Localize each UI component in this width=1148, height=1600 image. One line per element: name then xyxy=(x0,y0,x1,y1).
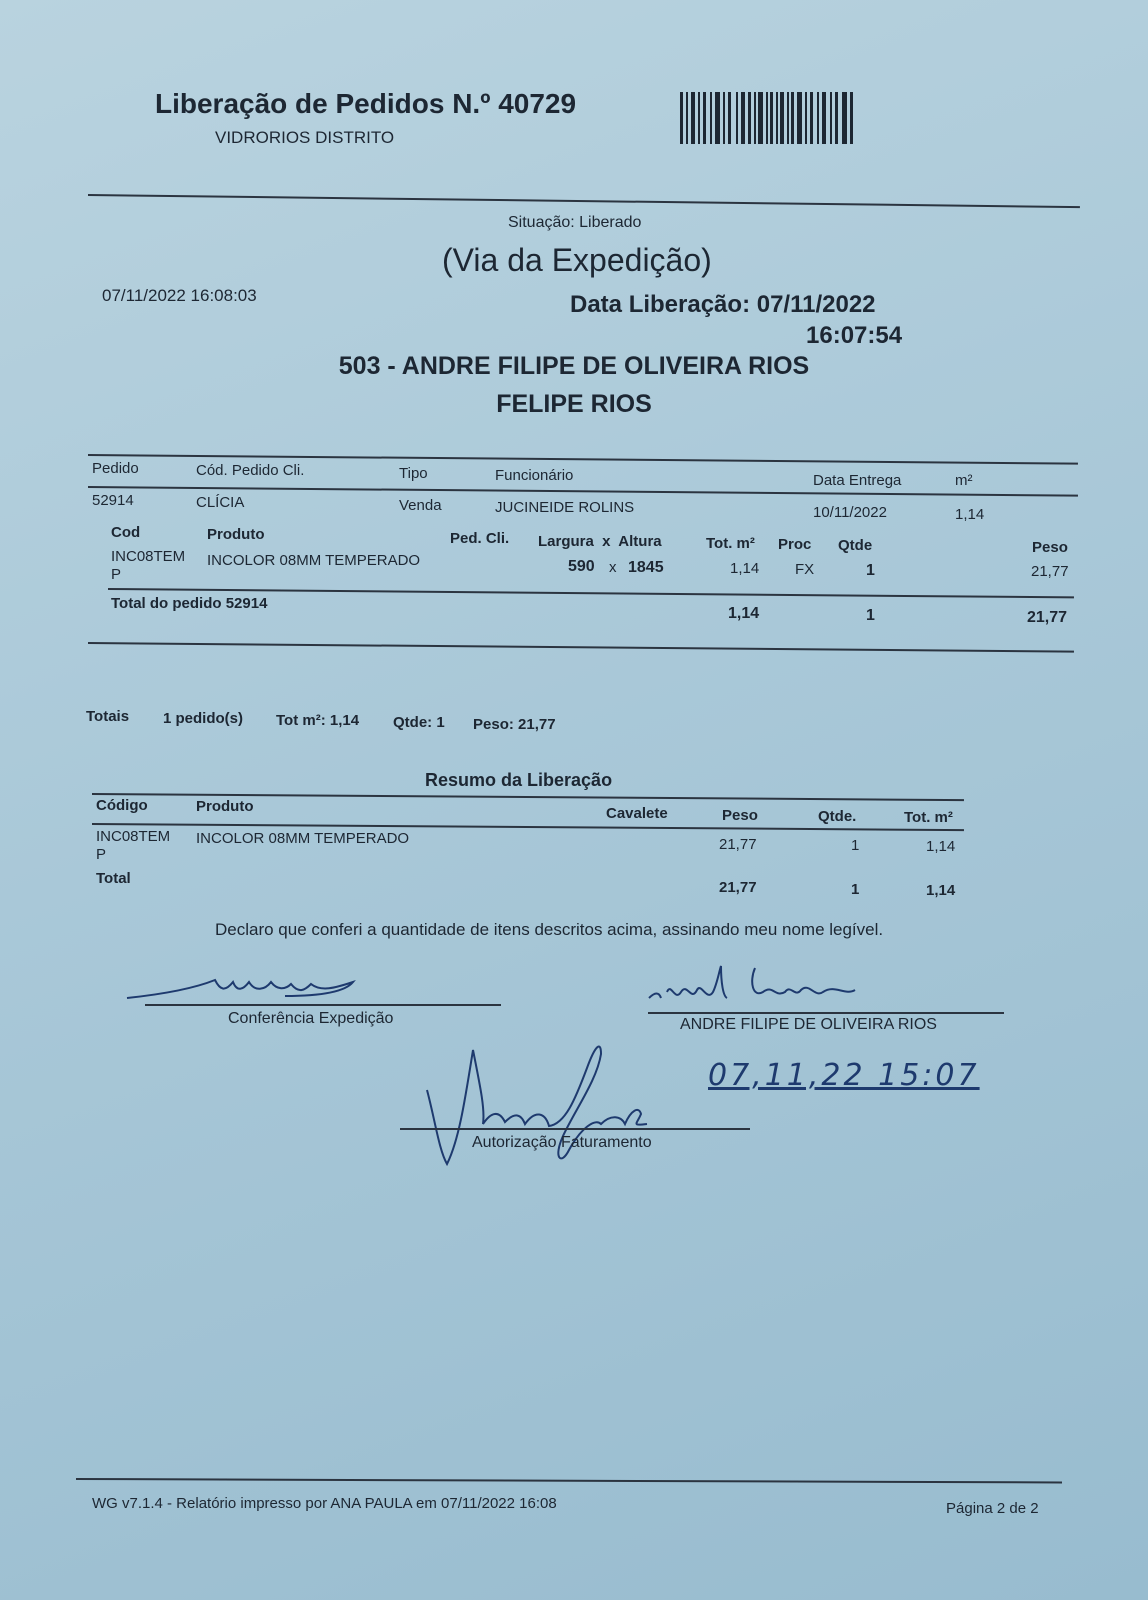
item-produto: INCOLOR 08MM TEMPERADO xyxy=(207,552,421,569)
conferencia-label: Conferência Expedição xyxy=(228,1010,394,1027)
totais-qtde: Qtde: 1 xyxy=(393,714,445,731)
item-altura: 1845 xyxy=(628,559,664,576)
conferencia-signature xyxy=(125,968,365,1004)
resumo-title: Resumo da Liberação xyxy=(425,770,613,790)
resumo-header-peso: Peso xyxy=(722,807,758,824)
order-table-bottom-line xyxy=(88,642,1074,653)
totais-tot-m2: Tot m²: 1,14 xyxy=(276,712,360,729)
resumo-total-tot-m2: 1,14 xyxy=(926,882,956,899)
resumo-header-tot-m2: Tot. m² xyxy=(904,809,953,826)
autorizacao-label: Autorização Faturamento xyxy=(472,1134,652,1151)
conferencia-signature-line xyxy=(145,1004,501,1006)
order-total-qtde: 1 xyxy=(866,607,875,624)
order-total-peso: 21,77 xyxy=(1027,609,1068,626)
totais-pedidos: 1 pedido(s) xyxy=(163,710,244,727)
resumo-header-codigo: Código xyxy=(96,797,148,814)
resumo-header-cavalete: Cavalete xyxy=(606,805,668,822)
client-signature xyxy=(645,962,865,1008)
client-signature-line xyxy=(648,1012,1004,1014)
item-header-ped-cli: Ped. Cli. xyxy=(450,530,510,547)
client-signature-label: ANDRE FILIPE DE OLIVEIRA RIOS xyxy=(680,1016,937,1033)
order-total-m2: 1,14 xyxy=(728,605,760,622)
resumo-peso: 21,77 xyxy=(719,836,757,853)
client-nickname: FELIPE RIOS xyxy=(496,390,652,418)
col-header-funcionario: Funcionário xyxy=(495,467,574,484)
col-header-m2: m² xyxy=(955,472,973,489)
data-liberacao: Data Liberação: 07/11/2022 xyxy=(570,291,876,318)
order-pedido: 52914 xyxy=(92,492,134,509)
resumo-codigo-line2: P xyxy=(96,846,107,863)
declaration-text: Declaro que conferi a quantidade de itens descritos acima, assinando meu nome legível. xyxy=(215,920,884,939)
company-name: VIDRORIOS DISTRITO xyxy=(215,128,395,147)
footer-line xyxy=(76,1478,1062,1483)
col-header-pedido: Pedido xyxy=(92,460,139,477)
item-peso: 21,77 xyxy=(1031,563,1069,580)
order-funcionario: JUCINEIDE ROLINS xyxy=(495,499,635,516)
barcode xyxy=(680,92,855,144)
resumo-codigo-line1: INC08TEM xyxy=(96,828,171,845)
resumo-header-qtde: Qtde. xyxy=(818,808,857,825)
item-x: x xyxy=(609,559,617,576)
client-name: 503 - ANDRE FILIPE DE OLIVEIRA RIOS xyxy=(338,352,810,380)
item-largura: 590 xyxy=(568,558,595,575)
item-header-cod: Cod xyxy=(111,524,141,541)
totais-peso: Peso: 21,77 xyxy=(473,716,556,733)
order-m2: 1,14 xyxy=(955,506,985,523)
item-header-proc: Proc xyxy=(778,536,812,553)
printed-timestamp: 07/11/2022 16:08:03 xyxy=(102,286,257,305)
resumo-tot-m2: 1,14 xyxy=(926,838,956,855)
order-data-entrega: 10/11/2022 xyxy=(813,504,887,521)
header-divider xyxy=(88,194,1080,208)
item-header-largura-altura: Largura x Altura xyxy=(538,533,662,550)
col-header-cod-pedido-cli: Cód. Pedido Cli. xyxy=(196,462,305,479)
data-liberacao-time: 16:07:54 xyxy=(806,322,903,349)
item-cod-line1: INC08TEM xyxy=(111,548,186,565)
footer-report-info: WG v7.1.4 - Relatório impresso por ANA PAULA em 07/11/2022 16:08 xyxy=(92,1495,557,1512)
item-qtde: 1 xyxy=(866,562,875,579)
item-header-produto: Produto xyxy=(207,526,265,543)
item-proc: FX xyxy=(795,561,815,578)
document-title: Liberação de Pedidos N.º 40729 xyxy=(155,88,577,119)
totais-label: Totais xyxy=(86,708,130,725)
footer-page-number: Página 2 de 2 xyxy=(946,1500,1039,1517)
col-header-data-entrega: Data Entrega xyxy=(813,472,902,489)
autorizacao-signature-line xyxy=(400,1128,750,1130)
via-title: (Via da Expedição) xyxy=(442,242,712,278)
situacao: Situação: Liberado xyxy=(508,214,642,231)
resumo-header-produto: Produto xyxy=(196,798,254,815)
item-header-peso: Peso xyxy=(1032,539,1068,556)
item-header-tot-m2: Tot. m² xyxy=(706,535,755,552)
handwritten-date: 07,11,22 15:07 xyxy=(708,1058,980,1093)
resumo-total-qtde: 1 xyxy=(851,881,860,898)
resumo-total-label: Total xyxy=(96,870,131,887)
resumo-produto: INCOLOR 08MM TEMPERADO xyxy=(196,830,410,847)
item-cod-line2: P xyxy=(111,566,122,583)
order-total-label: Total do pedido 52914 xyxy=(111,595,268,612)
resumo-qtde: 1 xyxy=(851,837,860,854)
col-header-tipo: Tipo xyxy=(399,465,428,482)
order-tipo: Venda xyxy=(399,497,442,514)
item-tot-m2: 1,14 xyxy=(730,560,760,577)
resumo-total-peso: 21,77 xyxy=(719,879,757,896)
item-header-qtde: Qtde xyxy=(838,537,873,554)
order-cod-pedido-cli: CLÍCIA xyxy=(196,494,245,511)
